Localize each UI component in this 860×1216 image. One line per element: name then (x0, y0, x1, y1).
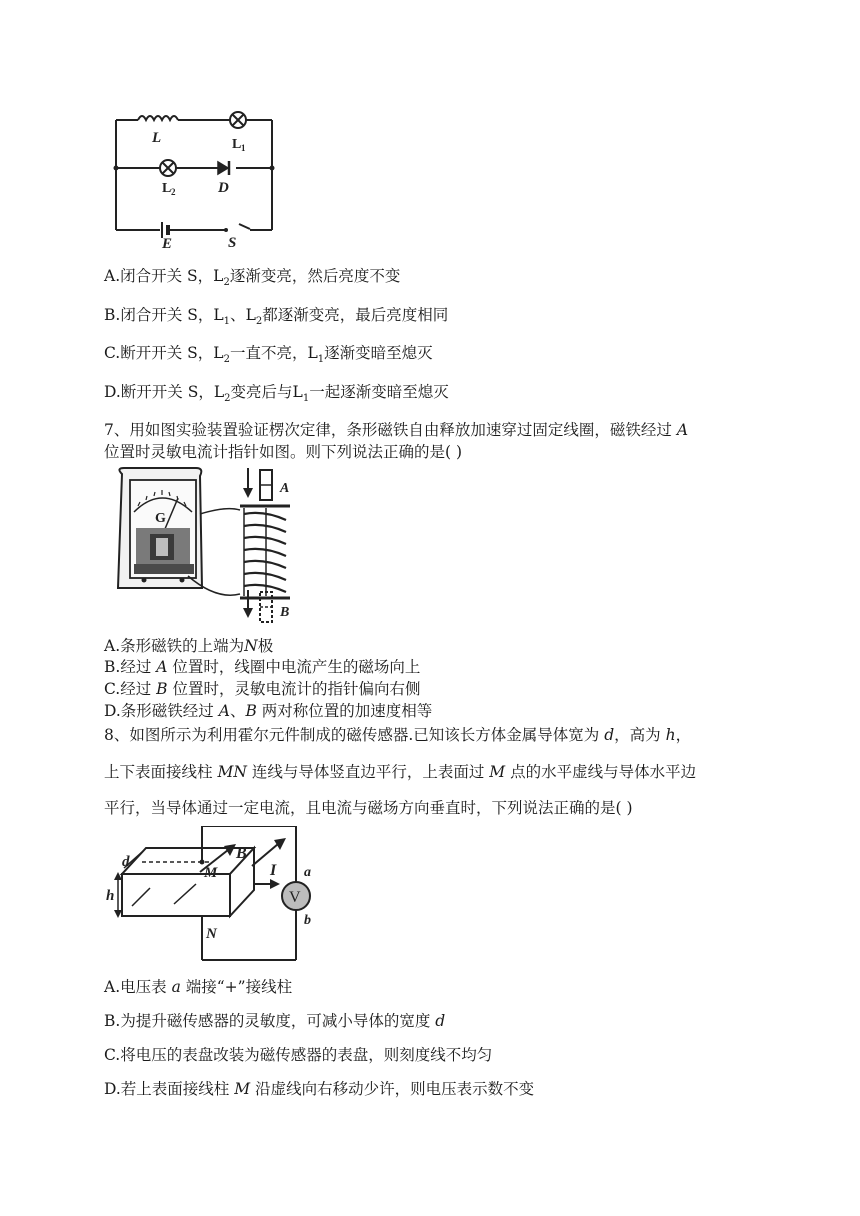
label-N: N (206, 926, 217, 942)
q8-stem-line1: 8、如图所示为利用霍尔元件制成的磁传感器.已知该长方体金属导体宽为 d，高为 h， (104, 726, 692, 744)
label-B: B (236, 845, 247, 862)
galvanometer-label-G: G (155, 511, 166, 526)
q6-option-b: B.闭合开关 S，$L_1$、$L_2$都逐渐变亮，最后亮度相同 (104, 306, 449, 327)
label-L1-sub: 1 (241, 143, 246, 153)
q7-option-b: B.经过 A 位置时，线圈中电流产生的磁场向上 (104, 658, 421, 676)
circuit-figure (104, 104, 284, 250)
label-L2: L (162, 181, 172, 196)
q7-stem-line1: 7、用如图实验装置验证楞次定律，条形磁铁自由释放加速穿过固定线圈，磁铁经过 A (104, 421, 689, 439)
voltmeter-label: V (289, 889, 301, 906)
label-L2-sub: 2 (171, 187, 176, 197)
label-S: S (228, 235, 237, 250)
q6-option-c: C.断开开关 S，$L_2$一直不亮，$L_1$逐渐变暗至熄灭 (104, 344, 433, 365)
q7-option-d: D.条形磁铁经过 A、B 两对称位置的加速度相等 (104, 702, 433, 720)
position-label-B: B (280, 605, 290, 620)
label-E: E (162, 236, 173, 250)
label-D: D (218, 180, 229, 196)
q8-option-a: A.电压表 a 端接“+”接线柱 (104, 978, 293, 996)
q8-option-c: C.将电压的表盘改装为磁传感器的表盘，则刻度线不均匀 (104, 1046, 493, 1064)
q8-stem-line2: 上下表面接线柱 MN 连线与导体竖直边平行，上表面过 M 点的水平虚线与导体水平边 (104, 763, 697, 781)
label-b: b (304, 913, 311, 928)
label-M: M (204, 865, 218, 881)
label-L: L (152, 130, 162, 146)
q8-option-b: B.为提升磁传感器的灵敏度，可减小导体的宽度 d (104, 1012, 446, 1030)
position-label-A: A (280, 481, 290, 496)
q7-option-c: C.经过 B 位置时，灵敏电流计的指针偏向右侧 (104, 680, 421, 698)
hall-sensor-figure (104, 826, 324, 966)
q6-option-a: A.闭合开关 S，$L_2$逐渐变亮，然后亮度不变 (104, 267, 401, 288)
label-I: I (270, 862, 277, 879)
q8-option-d: D.若上表面接线柱 M 沿虚线向右移动少许，则电压表示数不变 (104, 1080, 535, 1098)
label-a: a (304, 865, 311, 880)
label-d: d (122, 854, 130, 870)
q8-stem-line3: 平行，当导体通过一定电流，且电流与磁场方向垂直时，下列说法正确的是( ) (104, 799, 633, 817)
q7-stem-line2: 位置时灵敏电流计指针如图。则下列说法正确的是( ) (104, 443, 463, 461)
label-h: h (106, 888, 115, 904)
q6-option-d: D.断开开关 S，$L_2$变亮后与$L_1$一起逐渐变暗至熄灭 (104, 383, 449, 404)
q7-option-a: A.条形磁铁的上端为N极 (104, 637, 274, 655)
label-L1: L (232, 137, 242, 152)
galvanometer-coil-figure (104, 464, 304, 632)
